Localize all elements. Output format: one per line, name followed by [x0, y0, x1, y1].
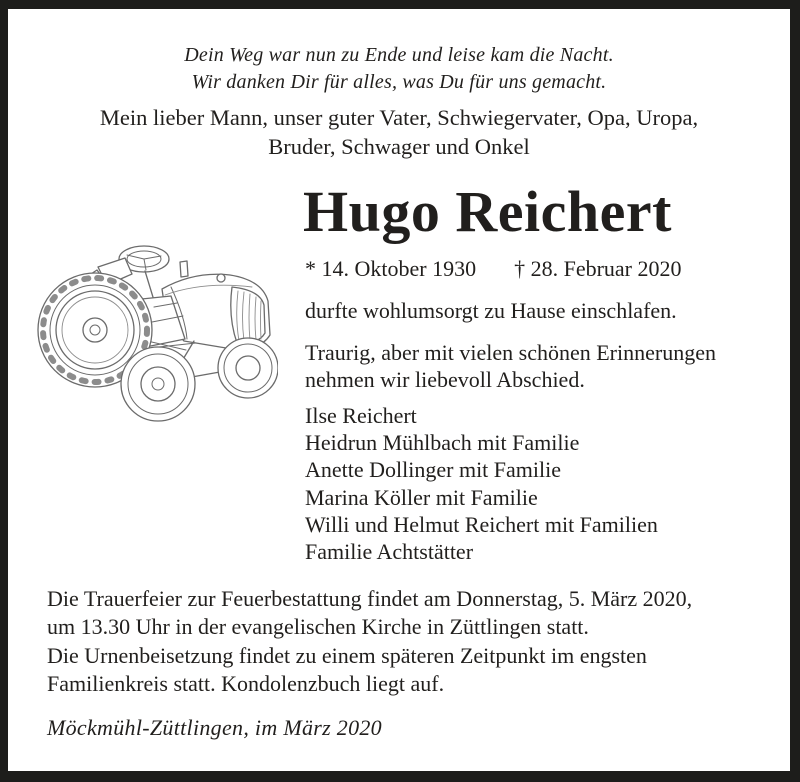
- farewell-line-2: nehmen wir liebevoll Abschied.: [305, 367, 585, 392]
- service-line-2: um 13.30 Uhr in der evangelischen Kirche in Züttlingen statt.: [47, 614, 589, 640]
- birth-date: * 14. Oktober 1930: [305, 256, 477, 281]
- closing-place-date: Möckmühl-Züttlingen, im März 2020: [47, 715, 382, 740]
- life-dates: [305, 256, 682, 282]
- service-line-4: Familienkreis statt. Kondolenzbuch liegt auf.: [47, 670, 445, 696]
- mourner-name: Marina Köller mit Familie: [305, 484, 538, 510]
- service-line-1: Die Trauerfeier zur Feuerbestattung findet am Donnerstag, 5. März 2020,: [47, 586, 693, 611]
- mourner-name: Heidrun Mühlbach mit Familie: [305, 430, 580, 456]
- mourner-name: Ilse Reichert: [305, 403, 417, 428]
- death-date: † 28. Februar 2020: [514, 256, 682, 281]
- salutation: [8, 103, 790, 161]
- tractor-icon: [34, 231, 278, 431]
- service-details: [47, 585, 692, 698]
- farewell-line-1: Traurig, aber mit vielen schönen Erinnerungen: [305, 340, 716, 365]
- epigraph-line-2: Wir danken Dir für alles, was Du für uns gemacht.: [191, 71, 607, 93]
- mourner-name: Familie Achtstätter: [305, 539, 474, 565]
- tractor-illustration: [34, 231, 278, 431]
- epigraph-line-1: Dein Weg war nun zu Ende und leise kam die Nacht.: [184, 44, 614, 66]
- epigraph: [8, 42, 790, 96]
- deceased-name: Hugo Reichert: [303, 179, 672, 244]
- salutation-line-2: Bruder, Schwager und Onkel: [268, 134, 530, 159]
- farewell-text: [305, 339, 716, 393]
- service-line-3: Die Urnenbeisetzung findet zu einem späteren Zeitpunkt im engsten: [47, 642, 647, 668]
- mourners-list: [305, 402, 658, 565]
- mourner-name: Anette Dollinger mit Familie: [305, 457, 562, 483]
- salutation-line-1: Mein lieber Mann, unser guter Vater, Schwiegervater, Opa, Uropa,: [99, 105, 699, 130]
- mourner-name: Willi und Helmut Reichert mit Familien: [305, 511, 658, 537]
- passing-line: durfte wohlumsorgt zu Hause einschlafen.: [305, 298, 677, 323]
